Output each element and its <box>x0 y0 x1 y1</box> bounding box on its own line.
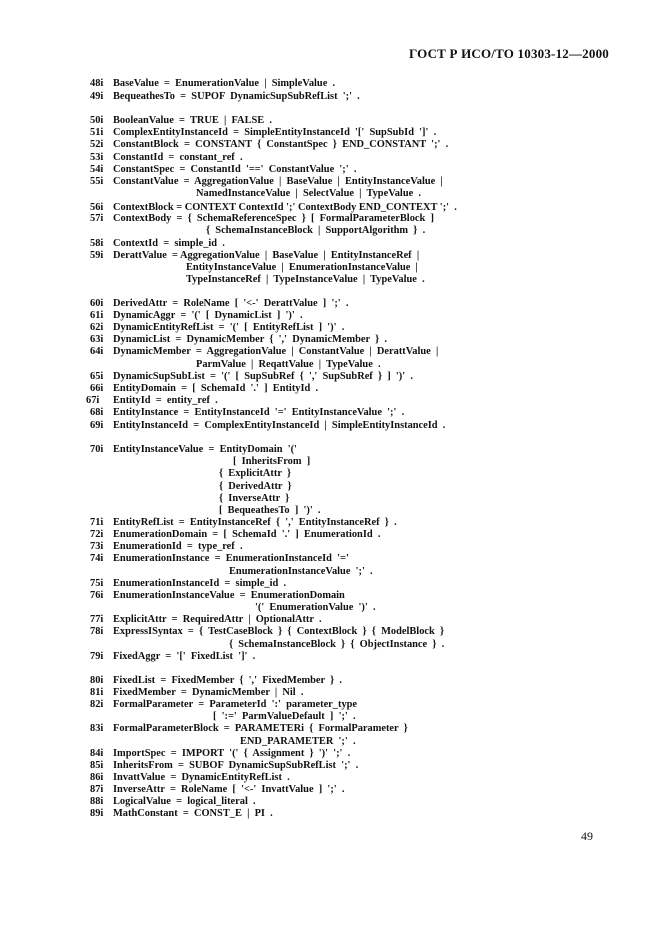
line-number: 80i <box>90 675 104 686</box>
line-number: 48i <box>90 78 104 89</box>
grammar-rule-text: ConstantId = constant_ref . <box>113 152 243 163</box>
line-number: 79i <box>90 651 104 662</box>
grammar-rule-text: { ExplicitAttr } <box>219 468 292 479</box>
grammar-rule-text: ComplexEntityInstanceId = SimpleEntityInstanceId '[' SupSubId ']' . <box>113 127 437 138</box>
line-number: 60i <box>90 298 104 309</box>
grammar-rule-text: InheritsFrom = SUBOF DynamicSupSubRefList ';' . <box>113 760 359 771</box>
grammar-rule-text: MathConstant = CONST_E | PI . <box>113 808 273 819</box>
line-number: 52i <box>90 139 104 150</box>
grammar-rule-text: DynamicAggr = '(' [ DynamicList ] ')' . <box>113 310 303 321</box>
grammar-rule-text: ExpressISyntax = { TestCaseBlock } { ContextBlock } { ModelBlock } <box>113 626 445 637</box>
line-number: 50i <box>90 115 104 126</box>
line-number: 70i <box>90 444 104 455</box>
line-number: 54i <box>90 164 104 175</box>
line-number: 67i <box>86 395 100 406</box>
line-number: 58i <box>90 238 104 249</box>
line-number: 82i <box>90 699 104 710</box>
grammar-rule-text: [ ':=' ParmValueDefault ] ';' . <box>213 711 356 722</box>
grammar-rule-text: DerivedAttr = RoleName [ '<-' DerattValue ] ';' . <box>113 298 349 309</box>
line-number: 73i <box>90 541 104 552</box>
grammar-rule-text: NamedInstanceValue | SelectValue | TypeValue . <box>196 188 422 199</box>
line-number: 84i <box>90 748 104 759</box>
grammar-rule-text: EntityRefList = EntityInstanceRef { ',' EntityInstanceRef } . <box>113 517 397 528</box>
grammar-rule-text: '(' EnumerationValue ')' . <box>255 602 376 613</box>
line-number: 89i <box>90 808 104 819</box>
grammar-rule-text: FixedList = FixedMember { ',' FixedMember } . <box>113 675 343 686</box>
line-number: 83i <box>90 723 104 734</box>
line-number: 63i <box>90 334 104 345</box>
grammar-rule-text: ContextBlock = CONTEXT ContextId ';' ContextBody END_CONTEXT ';' . <box>113 202 457 213</box>
grammar-rule-text: LogicalValue = logical_literal . <box>113 796 256 807</box>
grammar-rule-text: FormalParameterBlock = PARAMETERi { FormalParameter } <box>113 723 408 734</box>
line-number: 59i <box>90 250 104 261</box>
grammar-rule-text: ImportSpec = IMPORT '(' { Assignment } ')' ';' . <box>113 748 351 759</box>
grammar-rule-text: EnumerationId = type_ref . <box>113 541 243 552</box>
grammar-rule-text: ContextBody = { SchemaReferenceSpec } [ FormalParameterBlock ] <box>113 213 434 224</box>
grammar-rule-text: EntityInstanceId = ComplexEntityInstanceId | SimpleEntityInstanceId . <box>113 420 446 431</box>
grammar-rule-text: EntityInstanceValue = EntityDomain '(' <box>113 444 297 455</box>
line-number: 74i <box>90 553 104 564</box>
grammar-rule-text: { SchemaInstanceBlock | SupportAlgorithm } . <box>206 225 426 236</box>
line-number: 75i <box>90 578 104 589</box>
line-number: 56i <box>90 202 104 213</box>
grammar-rule-text: EntityDomain = [ SchemaId '.' ] EntityId . <box>113 383 319 394</box>
line-number: 87i <box>90 784 104 795</box>
grammar-rule-text: END_PARAMETER ';' . <box>240 736 356 747</box>
grammar-rule-text: DynamicEntityRefList = '(' [ EntityRefList ] ')' . <box>113 322 345 333</box>
grammar-rule-text: DynamicSupSubList = '(' [ SupSubRef { ',' SupSubRef } ] ')' . <box>113 371 413 382</box>
line-number: 77i <box>90 614 104 625</box>
grammar-rule-text: InvattValue = DynamicEntityRefList . <box>113 772 290 783</box>
grammar-rule-text: TypeInstanceRef | TypeInstanceValue | TypeValue . <box>186 274 425 285</box>
grammar-rule-text: { DerivedAttr } <box>219 481 292 492</box>
grammar-rule-text: InverseAttr = RoleName [ '<-' InvattValue ] ';' . <box>113 784 345 795</box>
grammar-rule-text: EnumerationInstanceValue ';' . <box>229 566 373 577</box>
line-number: 49i <box>90 91 104 102</box>
line-number: 78i <box>90 626 104 637</box>
grammar-rule-text: { InverseAttr } <box>219 493 290 504</box>
line-number: 51i <box>90 127 104 138</box>
grammar-rule-text: ConstantBlock = CONSTANT { ConstantSpec } END_CONSTANT ';' . <box>113 139 449 150</box>
grammar-rule-text: ConstantValue = AggregationValue | BaseValue | EntityInstanceValue | <box>113 176 443 187</box>
grammar-rule-text: { SchemaInstanceBlock } { ObjectInstance } . <box>229 639 445 650</box>
line-number: 72i <box>90 529 104 540</box>
grammar-rule-text: EnumerationInstance = EnumerationInstanceId '=' <box>113 553 349 564</box>
line-number: 69i <box>90 420 104 431</box>
grammar-rule-text: EnumerationInstanceValue = EnumerationDomain <box>113 590 345 601</box>
line-number: 88i <box>90 796 104 807</box>
line-number: 61i <box>90 310 104 321</box>
line-number: 71i <box>90 517 104 528</box>
line-number: 62i <box>90 322 104 333</box>
line-number: 57i <box>90 213 104 224</box>
page-number: 49 <box>581 829 593 843</box>
grammar-rule-text: ContextId = simple_id . <box>113 238 225 249</box>
grammar-rule-text: EnumerationInstanceId = simple_id . <box>113 578 287 589</box>
grammar-rule-text: DynamicMember = AggregationValue | ConstantValue | DerattValue | <box>113 346 439 357</box>
grammar-rule-text: BequeathesTo = SUPOF DynamicSupSubRefList ';' . <box>113 91 360 102</box>
grammar-rule-text: EnumerationDomain = [ SchemaId '.' ] EnumerationId . <box>113 529 381 540</box>
grammar-rule-text: FixedMember = DynamicMember | Nil . <box>113 687 304 698</box>
grammar-rule-text: BooleanValue = TRUE | FALSE . <box>113 115 272 126</box>
grammar-rule-text: ParmValue | ReqattValue | TypeValue . <box>196 359 381 370</box>
line-number: 76i <box>90 590 104 601</box>
grammar-rule-text: DynamicList = DynamicMember { ',' DynamicMember } . <box>113 334 388 345</box>
line-number: 86i <box>90 772 104 783</box>
grammar-rule-text: [ InheritsFrom ] <box>233 456 311 467</box>
grammar-rule-text: ExplicitAttr = RequiredAttr | OptionalAttr . <box>113 614 322 625</box>
grammar-rule-text: FixedAggr = '[' FixedList ']' . <box>113 651 256 662</box>
line-number: 68i <box>90 407 104 418</box>
line-number: 85i <box>90 760 104 771</box>
line-number: 66i <box>90 383 104 394</box>
grammar-rule-text: EntityInstanceValue | EnumerationInstanceValue | <box>186 262 418 273</box>
grammar-rule-text: [ BequeathesTo ] ')' . <box>219 505 321 516</box>
grammar-rule-text: BaseValue = EnumerationValue | SimpleValue . <box>113 78 336 89</box>
line-number: 53i <box>90 152 104 163</box>
grammar-rule-text: ConstantSpec = ConstantId '==' ConstantValue ';' . <box>113 164 357 175</box>
line-number: 55i <box>90 176 104 187</box>
grammar-rule-text: DerattValue = AggregationValue | BaseValue | EntityInstanceRef | <box>113 250 420 261</box>
line-number: 64i <box>90 346 104 357</box>
document-header: ГОСТ Р ИСО/ТО 10303-12—2000 <box>408 46 609 61</box>
line-number: 81i <box>90 687 104 698</box>
grammar-rule-text: EntityInstance = EntityInstanceId '=' EntityInstanceValue ';' . <box>113 407 405 418</box>
grammar-rule-text: FormalParameter = ParameterId ':' parameter_type <box>113 699 358 710</box>
line-number: 65i <box>90 371 104 382</box>
grammar-rule-text: EntityId = entity_ref . <box>113 395 218 406</box>
